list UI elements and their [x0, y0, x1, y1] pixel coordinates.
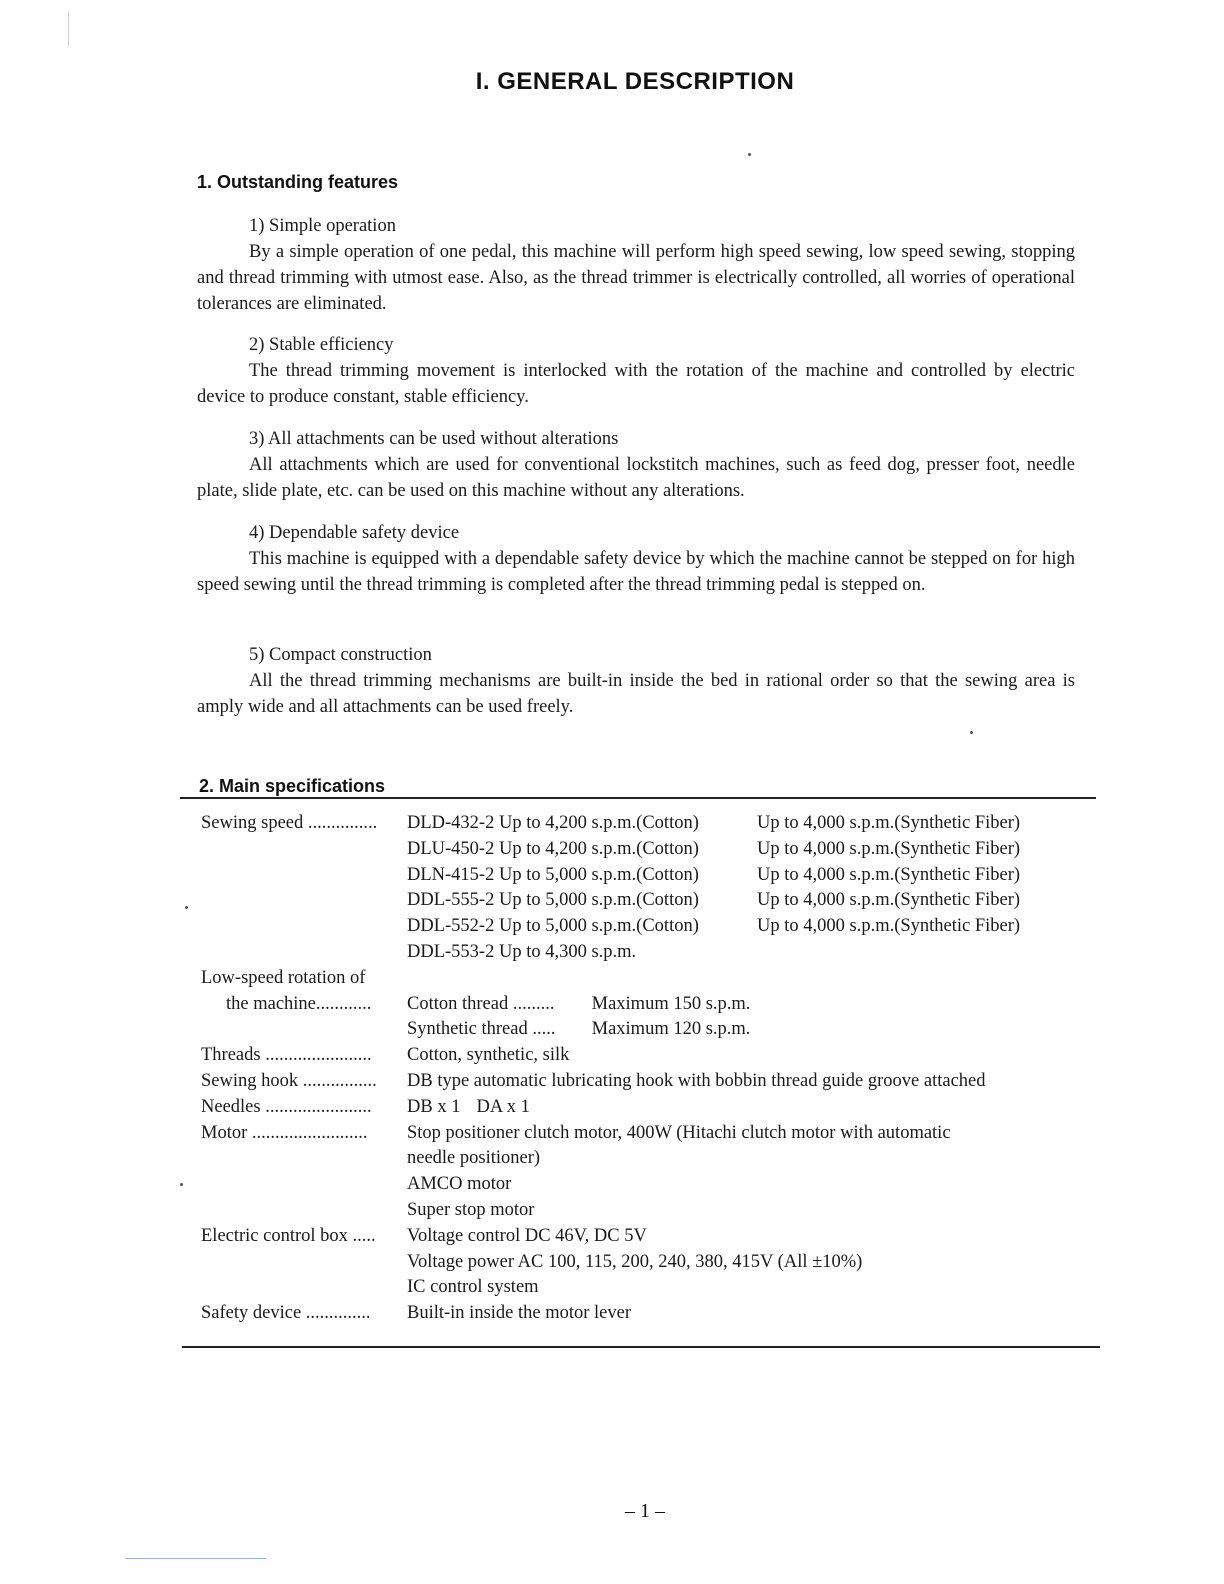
- spec-label: Motor .........................: [201, 1122, 368, 1143]
- control-box-item: IC control system: [407, 1277, 539, 1298]
- speed-synthetic: Up to 4,000 s.p.m.(Synthetic Fiber): [757, 813, 1021, 833]
- motor-item: Super stop motor: [407, 1199, 535, 1220]
- motor-item: AMCO motor: [407, 1174, 512, 1195]
- feature-body: By a simple operation of one pedal, this machine will perform high speed sewing, low speed sewing, stopping and thread trimming with utmost ease. Also, as the thread trimmer is electrically controlled, all worries of operational tolerances are eliminated.: [197, 242, 1075, 314]
- spec-row-control-box: [201, 1224, 1101, 1301]
- section-heading-features: 1. Outstanding features: [197, 172, 399, 192]
- spec-label: the machine............: [226, 993, 372, 1014]
- spec-label: Safety device ..............: [201, 1303, 371, 1324]
- low-speed-list: [407, 992, 750, 1044]
- motor-list: [407, 1121, 951, 1224]
- feature-body: All the thread trimming mechanisms are built-in inside the bed in rational order so that the sewing area is amply wide and all attachments can be used freely.: [197, 671, 1075, 717]
- low-speed-max: Maximum 120 s.p.m.: [591, 1019, 751, 1040]
- feature-item: [197, 213, 1075, 317]
- speed-item: [407, 863, 1020, 889]
- spec-value: DB type automatic lubricating hook with bobbin thread guide groove attached: [407, 1070, 986, 1091]
- speed-synthetic: Up to 4,000 s.p.m.(Synthetic Fiber): [757, 838, 1021, 859]
- spec-row-low-speed-heading: [201, 966, 1101, 992]
- control-box-item: Voltage control DC 46V, DC 5V: [407, 1225, 647, 1246]
- speed-model: DDL-553-2 Up to 4,300 s.p.m.: [407, 941, 637, 962]
- scan-edge-mark: [125, 1558, 267, 1559]
- feature-title: 2) Stable efficiency: [249, 335, 394, 355]
- scan-speck: [748, 153, 751, 156]
- low-speed-max: Maximum 150 s.p.m.: [591, 993, 751, 1014]
- spec-value: Built-in inside the motor lever: [407, 1303, 632, 1324]
- feature-body: The thread trimming movement is interlocked with the rotation of the machine and controlled by electric device to produce constant, stable efficiency.: [197, 361, 1075, 407]
- speed-item: [407, 888, 1020, 914]
- control-box-item: Voltage power AC 100, 115, 200, 240, 380, 415V (All ±10%): [407, 1251, 863, 1272]
- speed-list: [407, 811, 1020, 966]
- speed-synthetic: Up to 4,000 s.p.m.(Synthetic Fiber): [757, 890, 1021, 911]
- spec-label: Electric control box .....: [201, 1225, 376, 1246]
- feature-title: 1) Simple operation: [249, 216, 396, 236]
- spec-row-motor: [201, 1121, 1101, 1224]
- speed-model: DDL-552-2 Up to 5,000 s.p.m.(Cotton): [407, 916, 699, 937]
- spec-value: [407, 1095, 530, 1121]
- speed-item: [407, 940, 1020, 966]
- speed-synthetic: Up to 4,000 s.p.m.(Synthetic Fiber): [757, 916, 1021, 937]
- spec-label: Needles .......................: [201, 1096, 372, 1117]
- low-speed-item: [407, 992, 750, 1018]
- scan-speck: [970, 731, 973, 734]
- spec-label: Sewing speed ...............: [201, 813, 378, 833]
- speed-item: [407, 811, 1020, 837]
- low-speed-thread: Cotton thread .........: [407, 993, 555, 1014]
- feature-title: 4) Dependable safety device: [249, 523, 460, 543]
- scan-edge-mark: [68, 12, 69, 46]
- control-box-list: [407, 1224, 862, 1301]
- feature-item: [197, 520, 1075, 598]
- feature-item: [197, 426, 1075, 504]
- specifications-table: [201, 811, 1101, 1327]
- spec-top-rule: [180, 797, 1096, 799]
- spec-bottom-rule: [182, 1346, 1100, 1348]
- low-speed-thread: Synthetic thread .....: [407, 1019, 556, 1040]
- spec-label: Sewing hook ................: [201, 1070, 377, 1091]
- speed-synthetic: Up to 4,000 s.p.m.(Synthetic Fiber): [757, 864, 1021, 885]
- page-number: – 1 –: [625, 1500, 665, 1522]
- speed-model: DLD-432-2 Up to 4,200 s.p.m.(Cotton): [407, 813, 699, 833]
- feature-item: [197, 642, 1075, 720]
- speed-model: DLU-450-2 Up to 4,200 s.p.m.(Cotton): [407, 838, 699, 859]
- speed-model: DDL-555-2 Up to 5,000 s.p.m.(Cotton): [407, 890, 699, 911]
- feature-item: [197, 332, 1075, 410]
- feature-body: All attachments which are used for conventional lockstitch machines, such as feed dog, presser foot, needle plate, slide plate, etc. can be used on this machine without any alterations.: [197, 455, 1075, 501]
- spec-row-low-speed: [201, 992, 1101, 1044]
- feature-title: 5) Compact construction: [249, 645, 432, 665]
- page-title: I. GENERAL DESCRIPTION: [475, 68, 795, 95]
- spec-value: Cotton, synthetic, silk: [407, 1045, 570, 1066]
- spec-row-sewing-speed: [201, 811, 1101, 966]
- spec-row-threads: [201, 1043, 1101, 1069]
- spec-label: Low-speed rotation of: [201, 967, 366, 988]
- spec-row-safety-device: [201, 1301, 1101, 1327]
- spec-label: Threads .......................: [201, 1045, 372, 1066]
- spec-row-needles: [201, 1095, 1101, 1121]
- scan-speck: [180, 1183, 183, 1186]
- feature-body: This machine is equipped with a dependable safety device by which the machine cannot be stepped on for high speed sewing until the thread trimming is completed after the thread trimming pedal is stepped on.: [197, 549, 1075, 595]
- needle-type: DA x 1: [476, 1096, 530, 1117]
- low-speed-item: [407, 1017, 750, 1043]
- spec-row-sewing-hook: [201, 1069, 1101, 1095]
- motor-item: needle positioner): [407, 1148, 541, 1169]
- needle-type: DB x 1: [407, 1096, 461, 1117]
- feature-title: 3) All attachments can be used without alterations: [249, 429, 619, 449]
- speed-item: [407, 837, 1020, 863]
- speed-model: DLN-415-2 Up to 5,000 s.p.m.(Cotton): [407, 864, 699, 885]
- motor-item: Stop positioner clutch motor, 400W (Hitachi clutch motor with automatic: [407, 1122, 951, 1143]
- scan-speck: [185, 906, 188, 909]
- section-heading-specifications: 2. Main specifications: [199, 776, 386, 796]
- speed-item: [407, 914, 1020, 940]
